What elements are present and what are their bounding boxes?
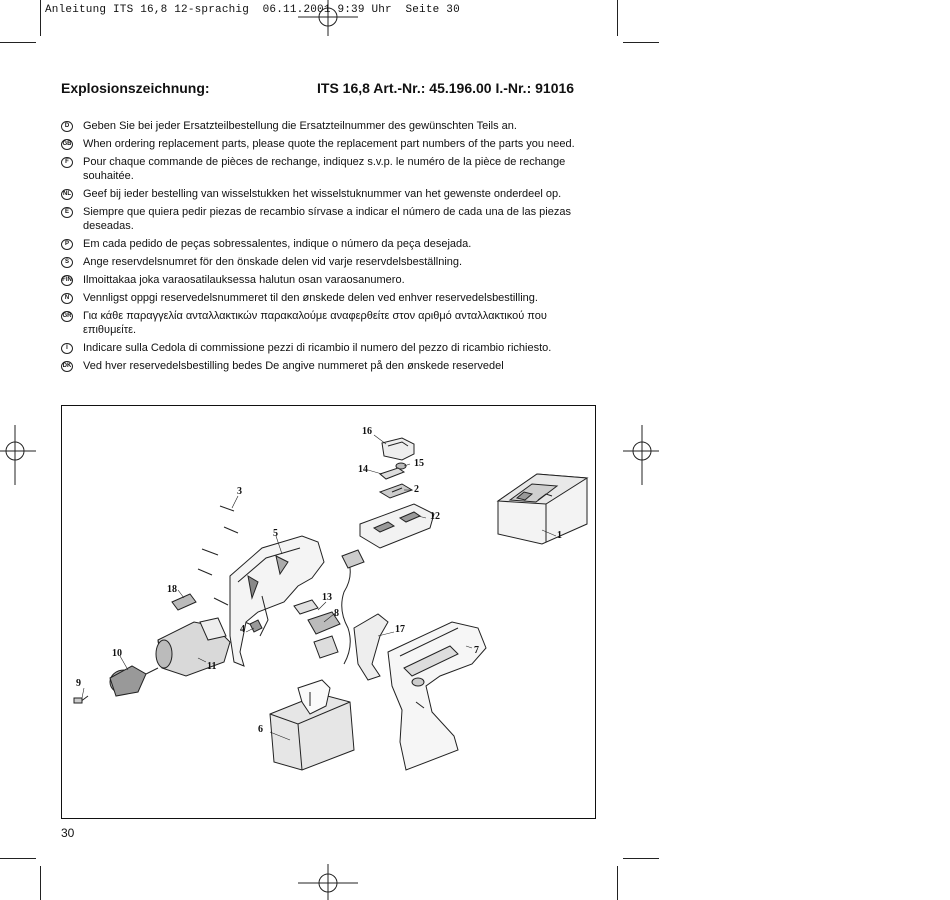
callout-number: 13 xyxy=(322,592,332,603)
crop-mark xyxy=(40,0,41,36)
list-item xyxy=(61,205,601,233)
callout-number: 9 xyxy=(76,678,81,689)
language-flag-icon: D xyxy=(61,121,73,132)
language-flag-icon: F xyxy=(61,157,73,168)
instruction-text: Indicare sulla Cedola di commissione pezzi di ricambio il numero del pezzo di ricambio richiesto. xyxy=(83,342,552,354)
list-item xyxy=(61,155,601,183)
print-header: Anleitung ITS 16,8 12-sprachig 06.11.2001 9:39 Uhr Seite 30 xyxy=(45,4,460,16)
language-flag-icon: N xyxy=(61,293,73,304)
instruction-text: Em cada pedido de peças sobressalentes, indique o número da peça desejada. xyxy=(83,238,472,250)
list-item xyxy=(61,309,601,337)
instruction-text: Για κάθε παραγγελία ανταλλακτικών παρακαλούμε αναφερθείτε στον αριθμό ανταλλακτικού που επιθυμείτε. xyxy=(83,310,547,336)
crop-mark xyxy=(617,0,618,36)
list-item xyxy=(61,291,601,305)
registration-mark-icon xyxy=(0,425,36,485)
instruction-list xyxy=(61,119,601,377)
registration-mark-icon xyxy=(623,425,659,485)
callout-number: 6 xyxy=(258,724,263,735)
instruction-text: When ordering replacement parts, please quote the replacement part numbers of the parts you need. xyxy=(83,138,575,150)
list-item xyxy=(61,187,601,201)
instruction-text: Ved hver reservedelsbestilling bedes De angive nummeret på den ønskede reservedel xyxy=(83,360,504,372)
callout-number: 12 xyxy=(430,511,440,522)
instruction-text: Pour chaque commande de pièces de rechange, indiquez s.v.p. le numéro de la pièce de rechange souhaitée. xyxy=(83,156,566,182)
callout-number: 5 xyxy=(273,528,278,539)
list-item xyxy=(61,359,601,373)
instruction-text: Vennligst oppgi reservedelsnummeret til den ønskede delen ved enhver reservedelsbestilling. xyxy=(83,292,538,304)
callout-number: 17 xyxy=(395,624,405,635)
callout-number: 18 xyxy=(167,584,177,595)
crop-mark xyxy=(617,866,618,900)
list-item xyxy=(61,273,601,287)
crop-mark xyxy=(40,866,41,900)
registration-mark-icon xyxy=(298,864,358,900)
callout-number: 14 xyxy=(358,464,368,475)
callout-number: 7 xyxy=(474,645,479,656)
title-left: Explosionszeichnung: xyxy=(61,80,210,96)
callout-number: 1 xyxy=(557,530,562,541)
language-flag-icon: NL xyxy=(61,189,73,200)
list-item xyxy=(61,237,601,251)
language-flag-icon: GR xyxy=(61,311,73,322)
list-item xyxy=(61,119,601,133)
crop-mark xyxy=(623,858,659,859)
instruction-text: Geben Sie bei jeder Ersatzteilbestellung die Ersatzteilnummer des gewünschten Teils an. xyxy=(83,120,517,132)
charger-part xyxy=(498,474,587,544)
instruction-text: Siempre que quiera pedir piezas de recambio sírvase a indicar el número de cada una de las piezas deseadas. xyxy=(83,206,571,232)
callout-number: 11 xyxy=(207,661,217,672)
language-flag-icon: GB xyxy=(61,139,73,150)
language-flag-icon: DK xyxy=(61,361,73,372)
language-flag-icon: S xyxy=(61,257,73,268)
crop-mark xyxy=(0,42,36,43)
instruction-text: Ilmoittakaa joka varaosatilauksessa halutun osan varaosanumero. xyxy=(83,274,405,286)
instruction-text: Ange reservdelsnumret för den önskade delen vid varje reservdelsbeställning. xyxy=(83,256,463,268)
callout-number: 8 xyxy=(334,608,339,619)
language-flag-icon: P xyxy=(61,239,73,250)
exploded-view-drawing xyxy=(62,406,597,820)
callout-number: 16 xyxy=(362,426,372,437)
callout-number: 4 xyxy=(240,624,245,635)
crop-mark xyxy=(0,858,36,859)
callout-number: 10 xyxy=(112,648,122,659)
callout-number: 3 xyxy=(237,486,242,497)
title-right: ITS 16,8 Art.-Nr.: 45.196.00 I.-Nr.: 91016 xyxy=(317,80,575,96)
language-flag-icon: E xyxy=(61,207,73,218)
page-number: 30 xyxy=(61,826,75,840)
language-flag-icon: FIN xyxy=(61,275,73,286)
callout-number: 2 xyxy=(414,484,419,495)
instruction-text: Geef bij ieder bestelling van wisselstukken het wisselstuknummer van het gewenste onderdeel op. xyxy=(83,188,562,200)
exploded-view-figure xyxy=(61,405,596,819)
list-item xyxy=(61,137,601,151)
callout-number: 15 xyxy=(414,458,424,469)
crop-mark xyxy=(623,42,659,43)
list-item xyxy=(61,341,601,355)
language-flag-icon: I xyxy=(61,343,73,354)
list-item xyxy=(61,255,601,269)
